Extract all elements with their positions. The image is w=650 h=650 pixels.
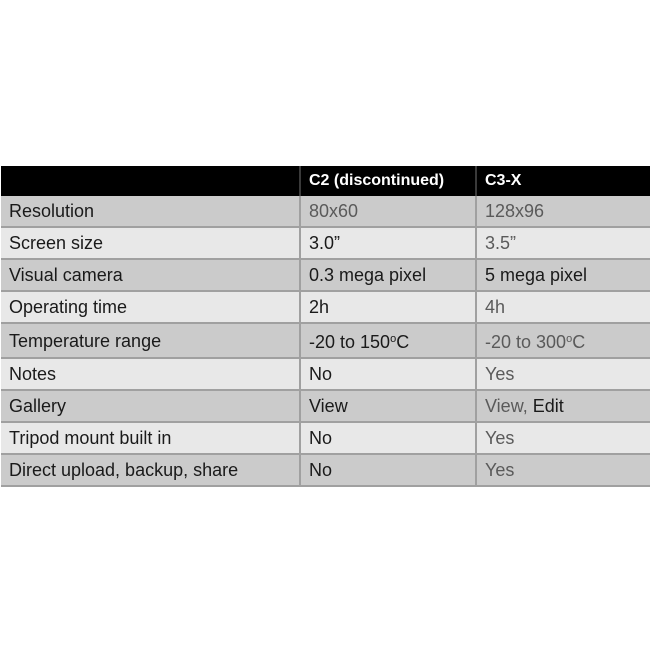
- c2-value: No: [300, 358, 476, 390]
- c2-temp-prefix: -20 to 150: [309, 332, 391, 352]
- c2-value: View: [300, 390, 476, 422]
- c3x-value: 128x96: [476, 196, 650, 227]
- header-c2: C2 (discontinued): [300, 166, 476, 196]
- feature-label: Temperature range: [1, 323, 300, 358]
- c3x-value: [476, 390, 650, 422]
- c2-temp-suffix: C: [396, 332, 410, 352]
- degree-sup: o: [566, 333, 573, 345]
- c3x-value: 5 mega pixel: [476, 259, 650, 291]
- c3x-value: Yes: [476, 358, 650, 390]
- c3x-value: 3.5”: [476, 227, 650, 259]
- c2-value: 80x60: [300, 196, 476, 227]
- table-row: [1, 259, 650, 291]
- c3-gallery-view: View,: [485, 396, 533, 416]
- c3x-value: [476, 323, 650, 358]
- c2-value: 0.3 mega pixel: [300, 259, 476, 291]
- feature-label: Operating time: [1, 291, 300, 323]
- table-row: [1, 422, 650, 454]
- feature-label: Tripod mount built in: [1, 422, 300, 454]
- feature-label: Direct upload, backup, share: [1, 454, 300, 486]
- c2-value: [300, 323, 476, 358]
- c2-value: No: [300, 454, 476, 486]
- degree-sup: o: [390, 333, 397, 345]
- c2-value: 3.0”: [300, 227, 476, 259]
- table-row: [1, 323, 650, 358]
- feature-label: Visual camera: [1, 259, 300, 291]
- table-row: [1, 227, 650, 259]
- c2-value: No: [300, 422, 476, 454]
- feature-label: Notes: [1, 358, 300, 390]
- header-row: [1, 166, 650, 196]
- c3-temp-suffix: C: [572, 332, 586, 352]
- c3-temp-prefix: -20 to 300: [485, 332, 567, 352]
- c3x-value: 4h: [476, 291, 650, 323]
- c2-value: 2h: [300, 291, 476, 323]
- feature-label: Gallery: [1, 390, 300, 422]
- c3x-value: Yes: [476, 454, 650, 486]
- header-feature: [1, 166, 300, 196]
- c3x-value: Yes: [476, 422, 650, 454]
- feature-label: Resolution: [1, 196, 300, 227]
- c3-gallery-edit: Edit: [532, 396, 564, 416]
- table-row: [1, 196, 650, 227]
- table-row: [1, 291, 650, 323]
- comparison-table: [1, 166, 650, 487]
- table-row: [1, 358, 650, 390]
- feature-label: Screen size: [1, 227, 300, 259]
- header-c3x: C3-X: [476, 166, 650, 196]
- table-row: [1, 454, 650, 486]
- table-row: [1, 390, 650, 422]
